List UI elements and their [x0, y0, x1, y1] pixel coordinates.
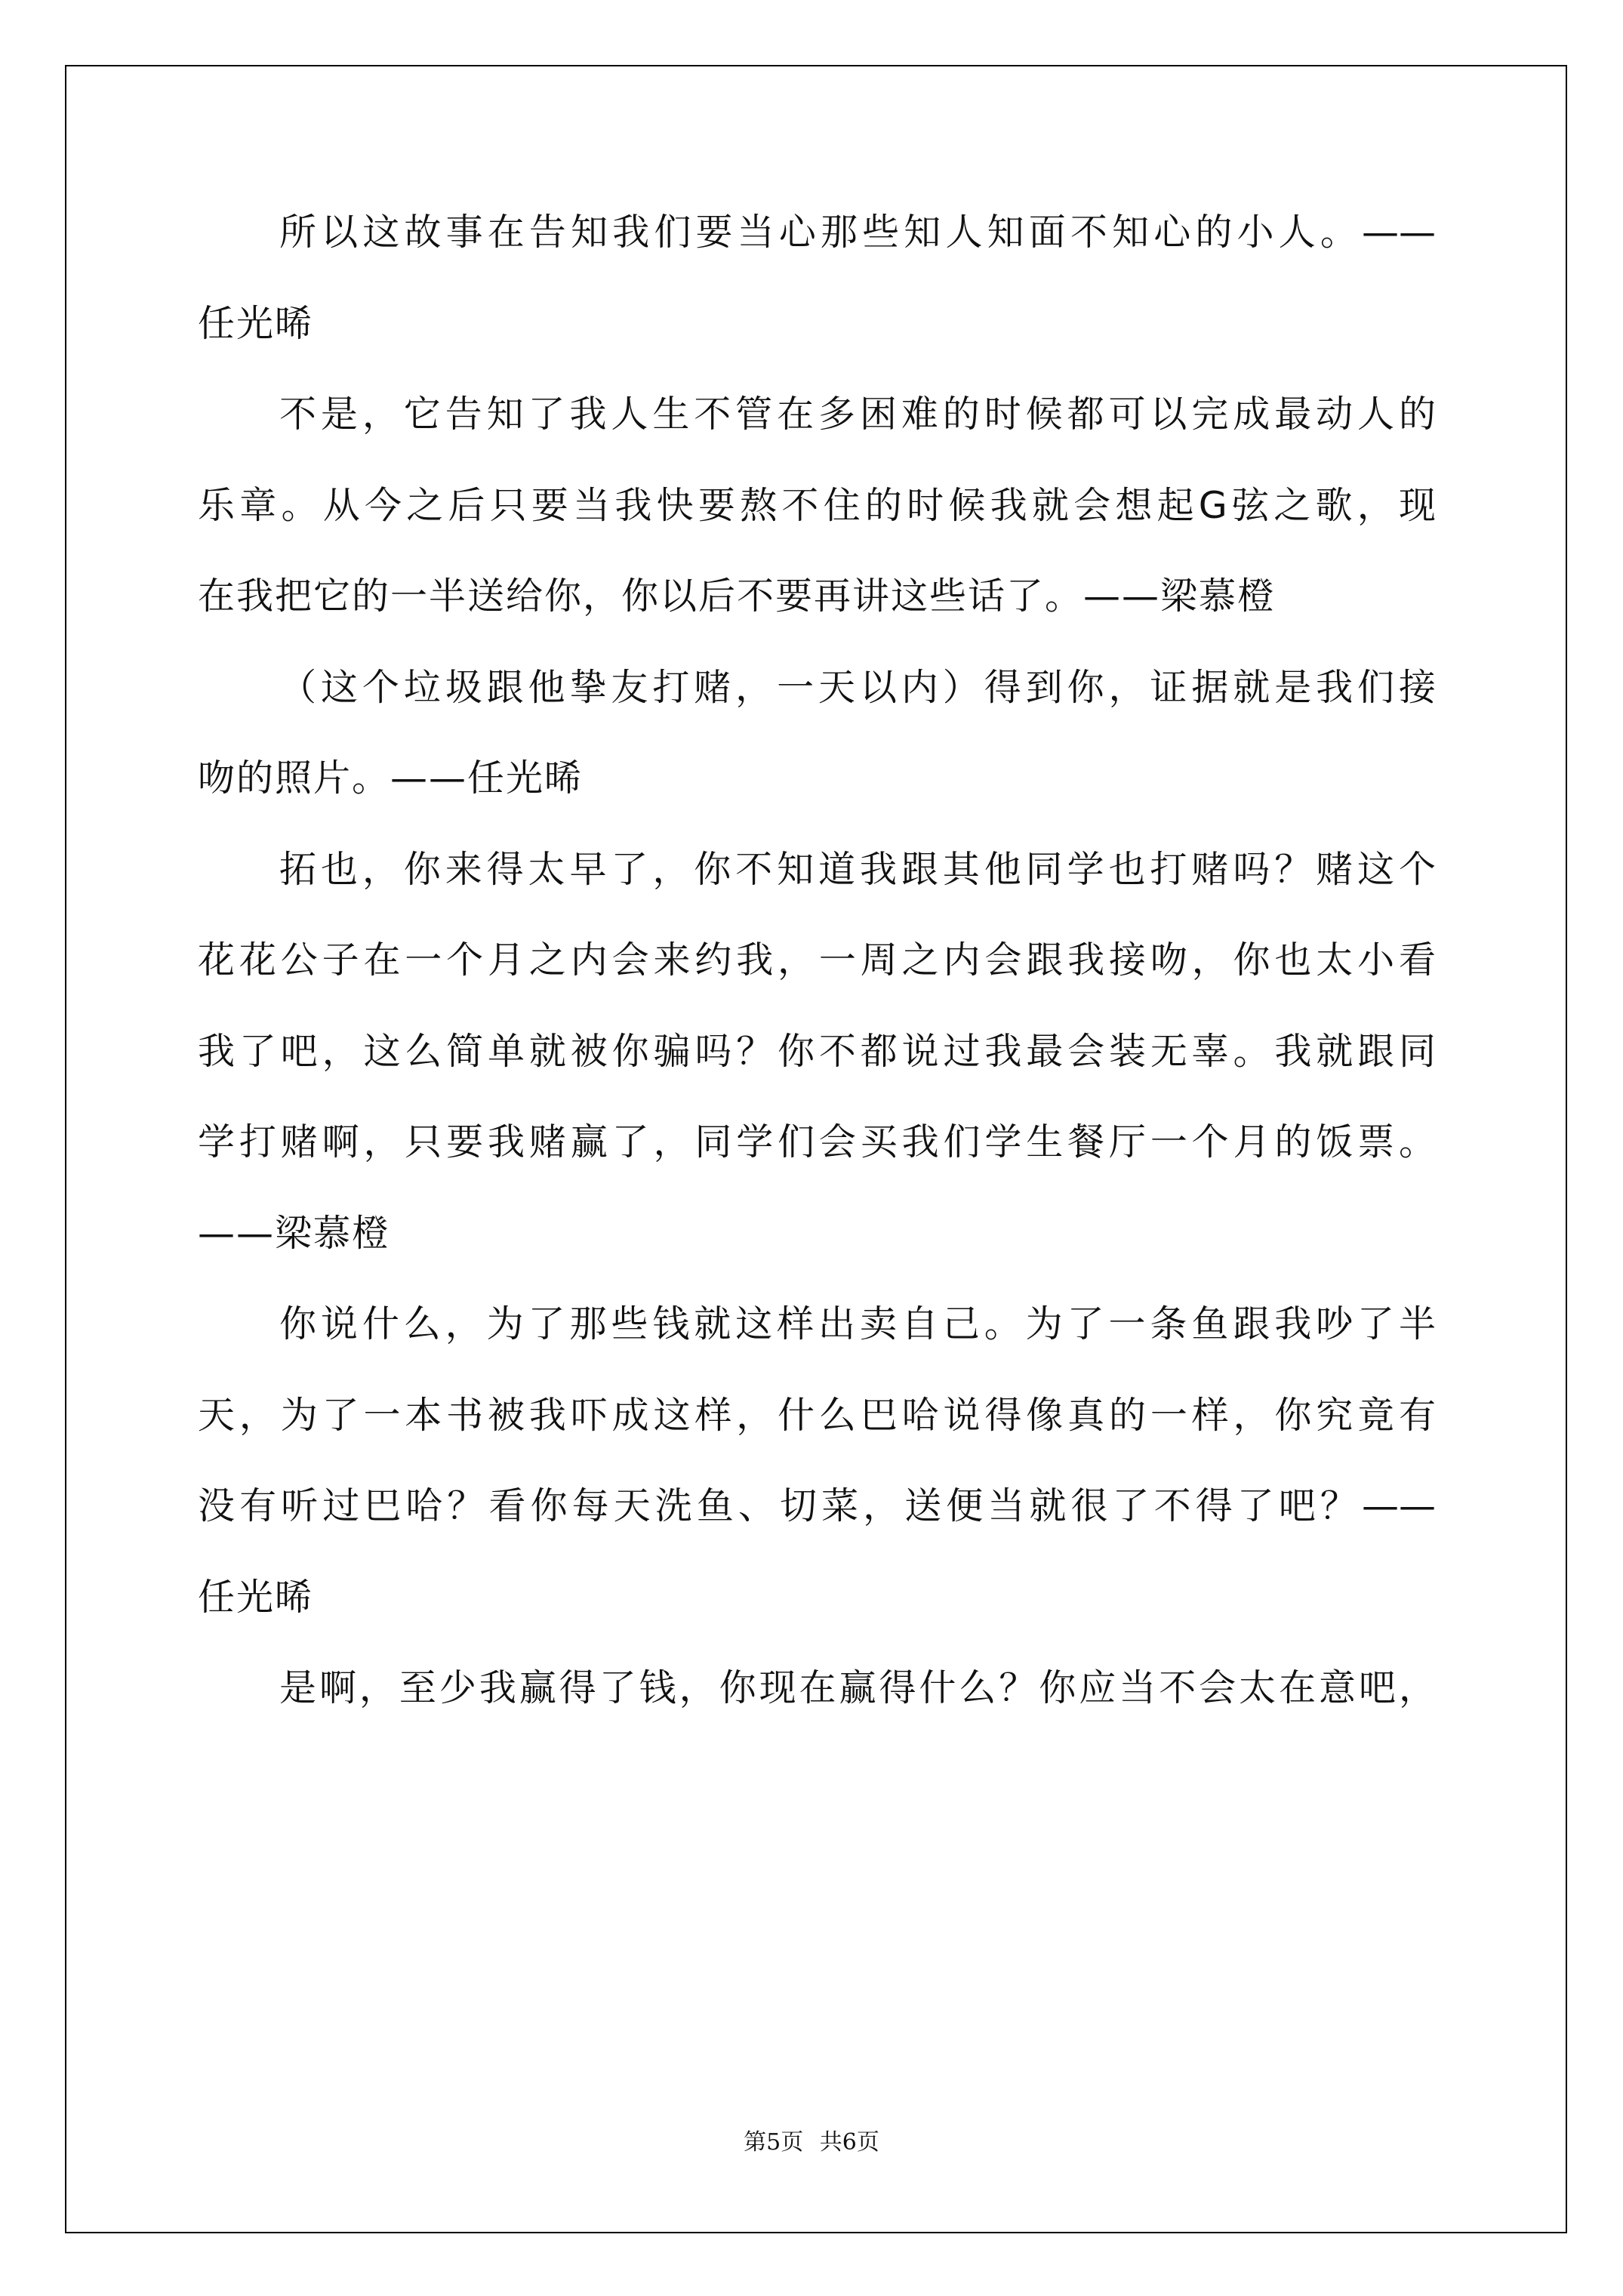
text-line: 所以这故事在告知我们要当心那些知人知面不知心的小人。——	[279, 211, 1436, 254]
text-line: 拓也，你来得太早了，你不知道我跟其他同学也打赌吗？赌这个	[279, 848, 1436, 891]
text-line: 乐章。从今之后只要当我快要熬不住的时候我就会想起G弦之歌，现	[198, 484, 1436, 527]
text-line: 你说什么，为了那些钱就这样出卖自己。为了一条鱼跟我吵了半	[279, 1302, 1436, 1345]
text-line: 在我把它的一半送给你，你以后不要再讲这些话了。——梁慕橙	[198, 575, 1277, 618]
text-line: 是啊，至少我赢得了钱，你现在赢得什么？你应当不会太在意吧，	[279, 1666, 1436, 1709]
page-footer	[0, 2123, 1623, 2156]
text-line: 学打赌啊，只要我赌赢了，同学们会买我们学生餐厅一个月的饭票。	[198, 1120, 1436, 1163]
text-line: 没有听过巴哈？看你每天洗鱼、切菜，送便当就很了不得了吧？——	[198, 1484, 1436, 1527]
text-line: （这个垃圾跟他挚友打赌，一天以内）得到你，证据就是我们接	[279, 666, 1436, 709]
page-number: 第5页	[744, 2129, 804, 2156]
text-line: 我了吧，这么简单就被你骗吗？你不都说过我最会装无辜。我就跟同	[198, 1030, 1436, 1073]
text-line: ——梁慕橙	[198, 1212, 391, 1255]
text-line: 任光晞	[198, 1576, 314, 1619]
text-line: 不是，它告知了我人生不管在多困难的时候都可以完成最动人的	[279, 393, 1436, 436]
text-line: 天，为了一本书被我吓成这样，什么巴哈说得像真的一样，你究竟有	[198, 1394, 1436, 1437]
page-total: 共6页	[819, 2129, 879, 2156]
text-line: 吻的照片。——任光晞	[198, 757, 584, 800]
text-line: 花花公子在一个月之内会来约我，一周之内会跟我接吻，你也太小看	[198, 938, 1436, 982]
text-line: 任光晞	[198, 302, 314, 345]
